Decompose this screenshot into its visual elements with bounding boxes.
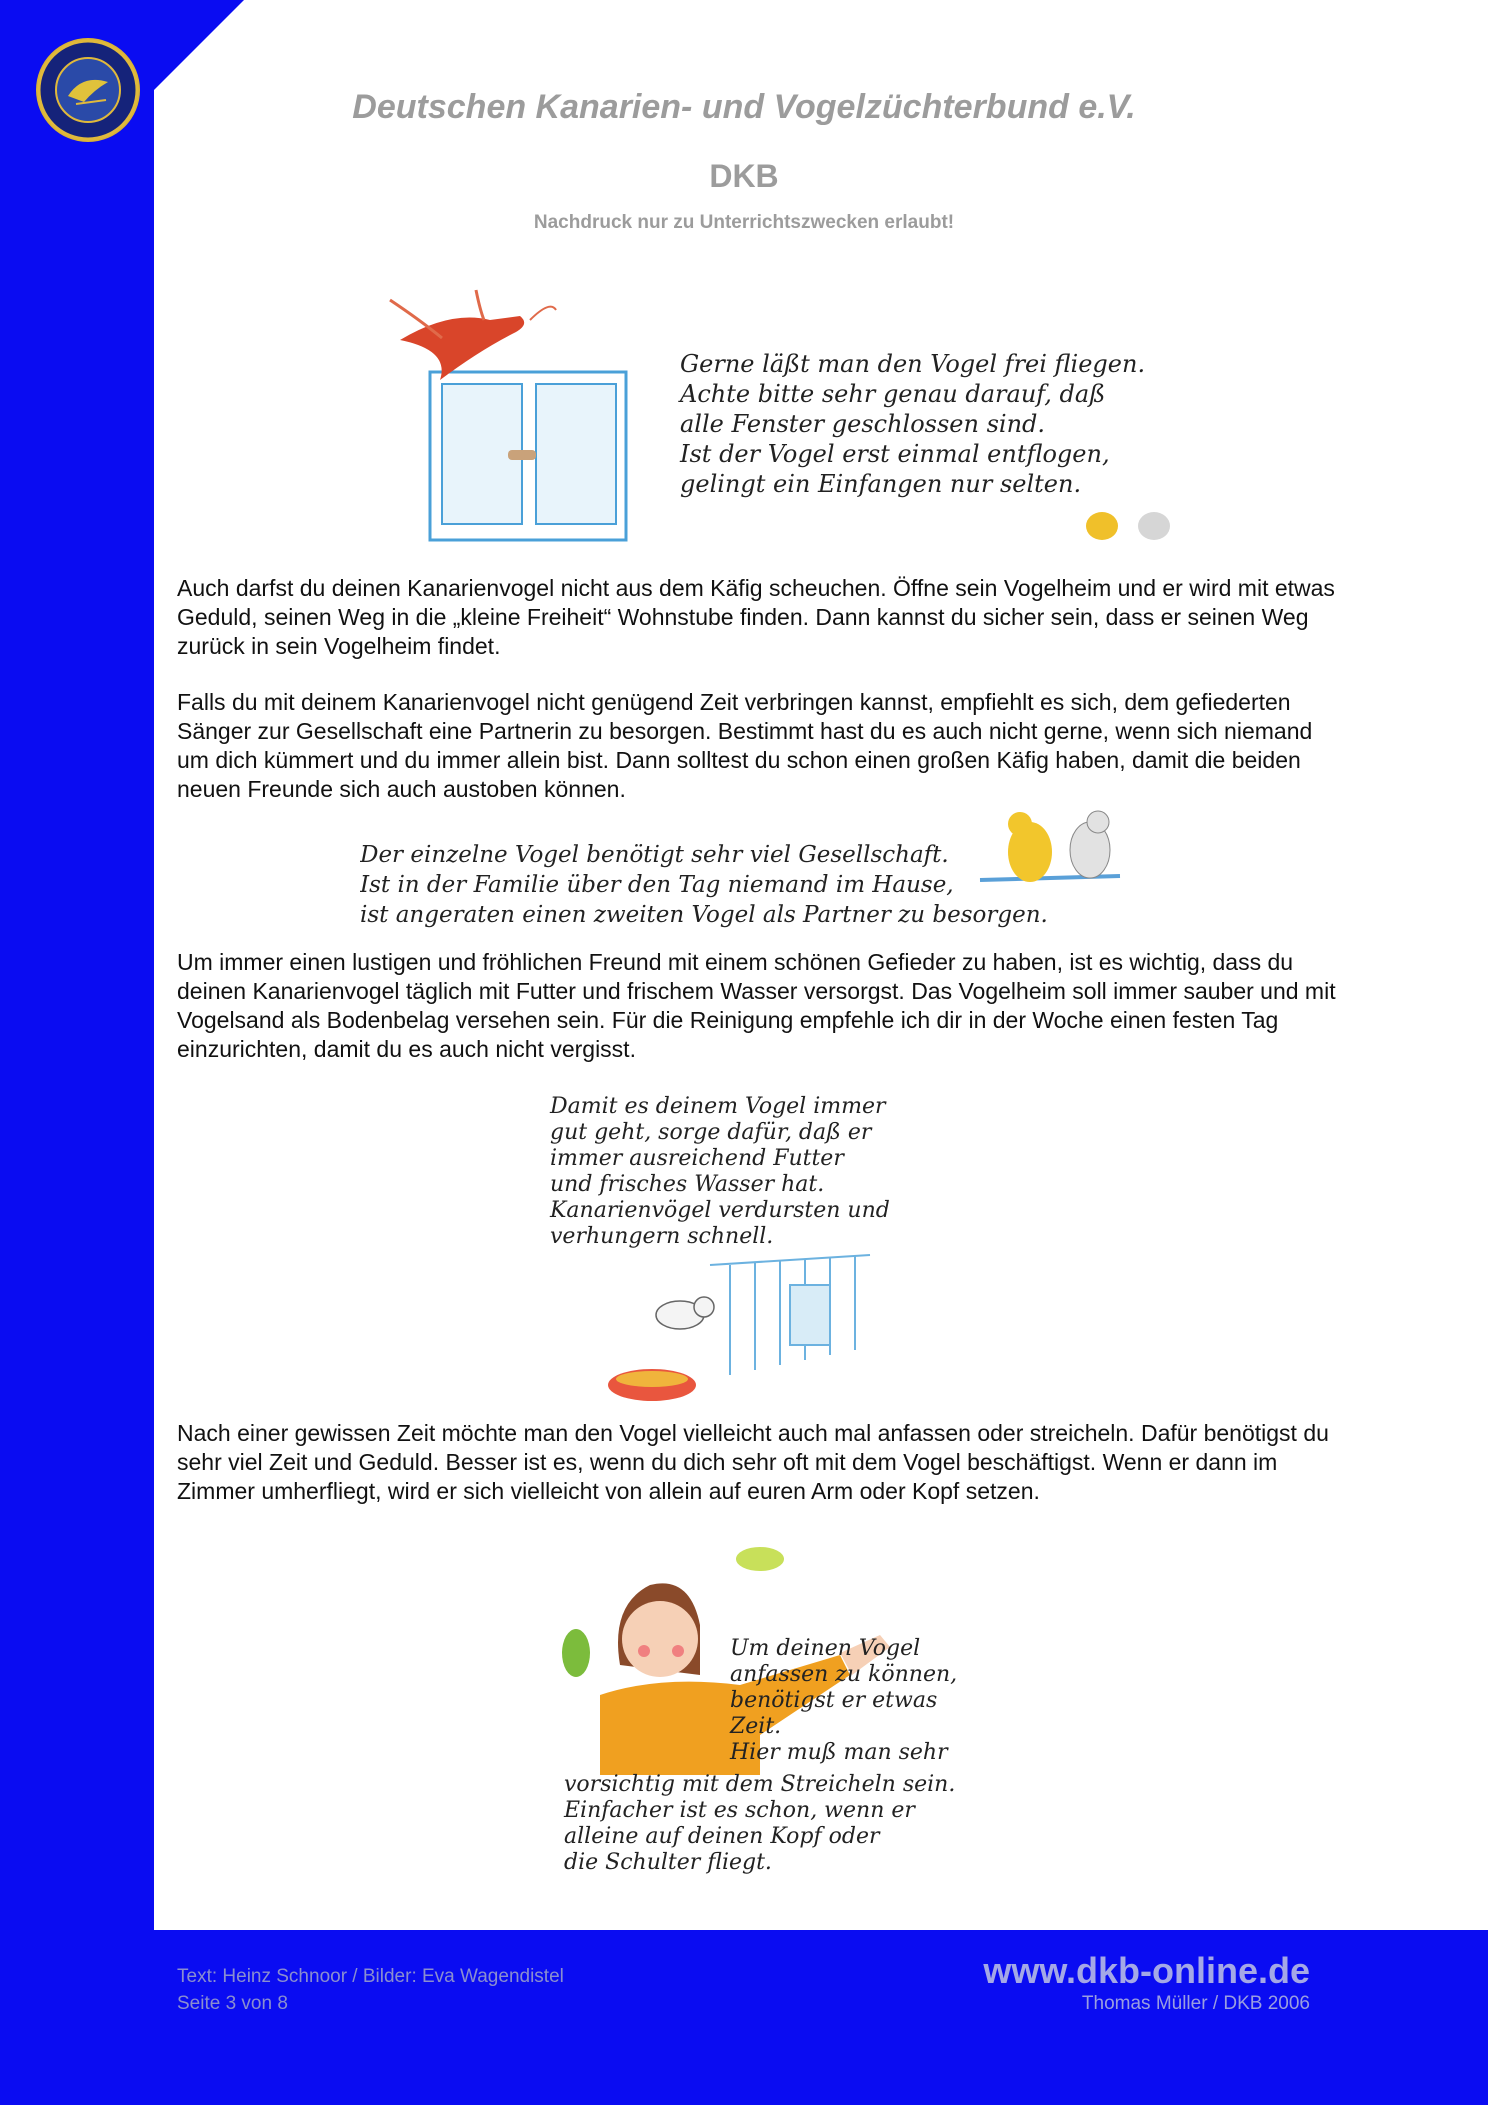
caption-line: und frisches Wasser hat. xyxy=(550,1172,825,1197)
org-abbreviation: DKB xyxy=(709,158,779,194)
caption-line: anfassen zu können, xyxy=(730,1662,958,1687)
paragraph-3: Um immer einen lustigen und fröhlichen Freund mit einem schönen Gefieder zu haben, ist es wichtig, dass du deinen Kanarienvogel täglich mit Futter und frischem Wasser versorgst. Das Vogelheim soll immer sauber und mit Vogelsand als Bodenbelag versehen sein. Für die Reinigung empfehle ich dir in der Woche einen festen Tag einzurichten, damit du es auch nicht vergisst. xyxy=(177,949,1336,1062)
caption-line: Gerne läßt man den Vogel frei fliegen. xyxy=(680,350,1146,378)
caption-line: benötigst er etwas xyxy=(730,1688,938,1713)
caption-line: die Schulter fliegt. xyxy=(564,1850,772,1875)
footer-page-number: Seite 3 von 8 xyxy=(177,1993,288,2014)
caption-line: Achte bitte sehr genau darauf, daß xyxy=(680,380,1106,408)
paragraph-2: Falls du mit deinem Kanarienvogel nicht genügend Zeit verbringen kannst, empfiehlt es sich, dem gefiederten Sänger zur Gesellschaft eine Partnerin zu besorgen. Bestimmt hast du es auch nicht gerne, wenn sich niemand um dich kümmert und du immer allein bist. Dann solltest du schon einen großen Käfig haben, damit die beiden neuen Freunde sich auch austoben können. xyxy=(177,689,1313,802)
dkb-logo xyxy=(36,38,140,142)
caption-line: Einfacher ist es schon, wenn er xyxy=(564,1798,915,1823)
caption-line: alle Fenster geschlossen sind. xyxy=(680,410,1046,438)
illustration-window-bird xyxy=(380,280,1180,545)
footer-credits: Text: Heinz Schnoor / Bilder: Eva Wagendistel xyxy=(177,1966,564,1987)
reprint-notice: Nachdruck nur zu Unterrichtszwecken erlaubt! xyxy=(533,212,955,233)
caption-line: immer ausreichend Futter xyxy=(550,1146,844,1171)
caption-line: vorsichtig mit dem Streicheln sein. xyxy=(564,1772,956,1797)
illustration-two-birds xyxy=(360,810,1140,940)
caption-line: alleine auf deinen Kopf oder xyxy=(564,1824,880,1849)
illustration-girl-birds xyxy=(540,1535,960,1905)
caption-line: Kanarienvögel verdursten und xyxy=(550,1198,890,1223)
footer-url-link[interactable]: www.dkb-online.de xyxy=(983,1950,1310,1991)
paragraph-4: Nach einer gewissen Zeit möchte man den Vogel vielleicht auch mal anfassen oder streicheln. Dafür benötigst du sehr viel Zeit und Geduld. Besser ist es, wenn du dich sehr oft mit dem Vogel beschäftigst. Wenn er dann im Zimmer umherfliegt, wird er sich vielleicht von allein auf euren Arm oder Kopf setzen. xyxy=(177,1420,1329,1504)
caption-line: Der einzelne Vogel benötigt sehr viel Gesellschaft. xyxy=(360,842,949,868)
caption-line: Um deinen Vogel xyxy=(730,1636,921,1661)
footer-author: Thomas Müller / DKB 2006 xyxy=(1081,1993,1310,2014)
caption-line: Zeit. xyxy=(730,1714,782,1739)
caption-line: Hier muß man sehr xyxy=(730,1740,948,1765)
caption-line: ist angeraten einen zweiten Vogel als Partner zu besorgen. xyxy=(360,902,1048,928)
caption-line: gelingt ein Einfangen nur selten. xyxy=(680,470,1082,498)
caption-line: Ist in der Familie über den Tag niemand im Hause, xyxy=(360,872,954,898)
caption-line: gut geht, sorge dafür, daß er xyxy=(550,1120,872,1145)
paragraph-1: Auch darfst du deinen Kanarienvogel nicht aus dem Käfig scheuchen. Öffne sein Vogelheim und er wird mit etwas Geduld, seinen Weg in die „kleine Freiheit“ Wohnstube finden. Dann kannst du sicher sein, dass er seinen Weg zurück in sein Vogelheim findet. xyxy=(177,575,1335,659)
caption-line: Ist der Vogel erst einmal entflogen, xyxy=(680,440,1110,468)
corner-triangle xyxy=(154,0,244,90)
caption-line: verhungern schnell. xyxy=(550,1224,774,1249)
illustration-food-water xyxy=(540,1085,920,1405)
org-title: Deutschen Kanarien- und Vogelzüchterbund e.V. xyxy=(352,88,1136,126)
caption-line: Damit es deinem Vogel immer xyxy=(550,1094,886,1119)
